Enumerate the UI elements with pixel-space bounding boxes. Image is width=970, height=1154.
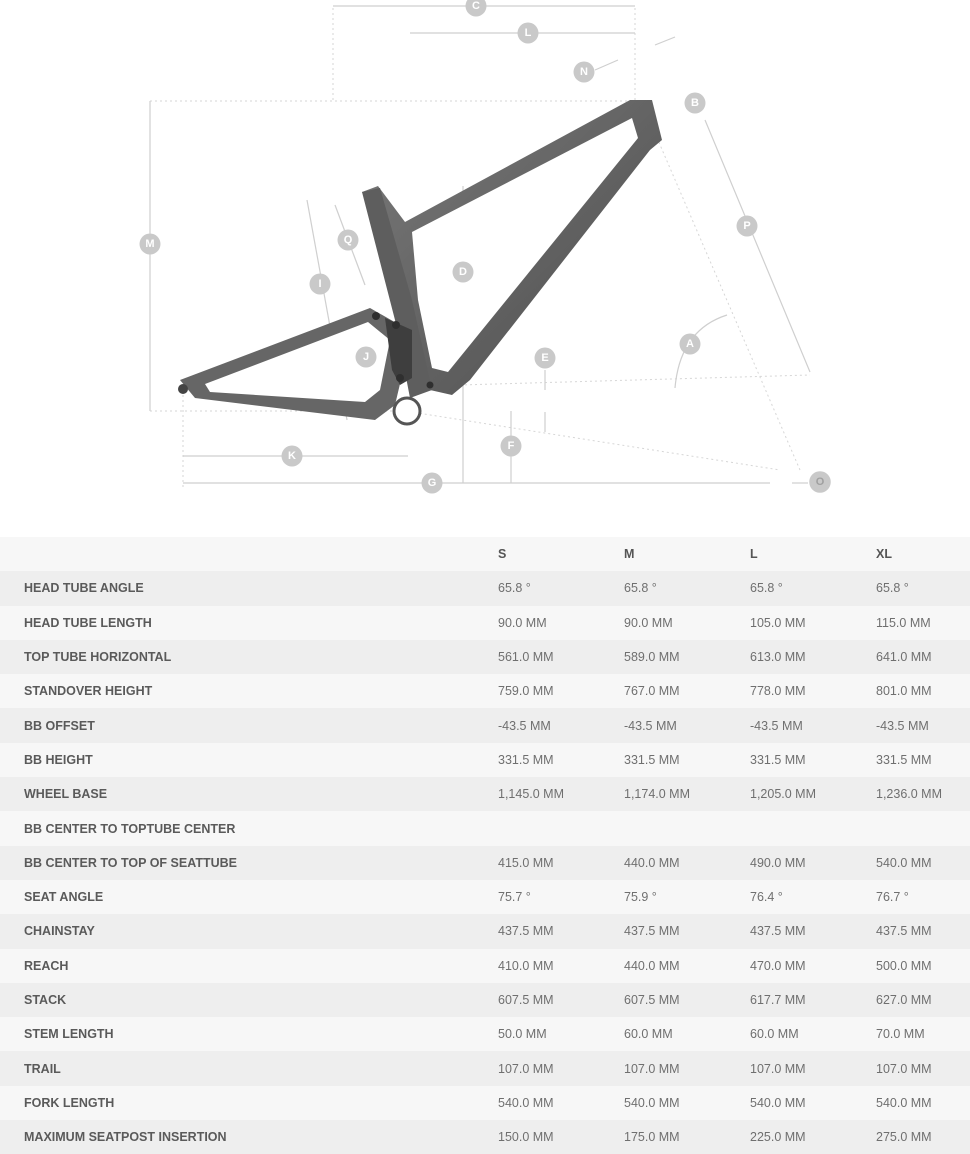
cell-xl: -43.5 MM xyxy=(876,718,929,733)
badge-f-label xyxy=(501,436,522,457)
cell-m: 331.5 MM xyxy=(624,752,680,767)
cell-s: 65.8 ° xyxy=(498,581,531,596)
cell-l: 490.0 MM xyxy=(750,855,806,870)
cell-s: 107.0 MM xyxy=(498,1061,554,1076)
svg-text:O: O xyxy=(815,476,825,488)
cell-m: 540.0 MM xyxy=(624,1095,680,1110)
cell-xl: 437.5 MM xyxy=(876,924,932,939)
cell-l: 105.0 MM xyxy=(750,615,806,630)
cell-m: -43.5 MM xyxy=(624,718,677,733)
cell-l: 617.7 MM xyxy=(750,993,806,1007)
svg-text:K: K xyxy=(288,450,296,462)
cell-s xyxy=(498,811,624,845)
cell-m: 90.0 MM xyxy=(624,615,673,630)
svg-text:L: L xyxy=(524,27,532,39)
table-row xyxy=(0,811,970,845)
cell-m: 440.0 MM xyxy=(624,958,680,973)
badge-m-label xyxy=(140,234,161,255)
row-label: REACH xyxy=(24,958,69,973)
cell-xl: 641.0 MM xyxy=(876,650,932,665)
svg-text:N: N xyxy=(580,66,588,78)
table-row xyxy=(0,983,970,1017)
table-row xyxy=(0,1120,970,1154)
svg-text:Q: Q xyxy=(343,234,353,246)
cell-m: 1,174.0 MM xyxy=(624,787,691,802)
badge-l-label xyxy=(518,23,539,44)
cell-xl: 801.0 MM xyxy=(876,684,932,699)
badge-i-label xyxy=(310,274,331,295)
cell-l: 470.0 MM xyxy=(750,958,806,973)
table-row xyxy=(0,949,970,983)
cell-l: 778.0 MM xyxy=(750,684,806,699)
badge-o-label xyxy=(811,473,830,492)
badge-k-label xyxy=(282,446,303,467)
header-size-l: L xyxy=(750,547,758,562)
svg-text:B: B xyxy=(691,97,699,109)
cell-m: 437.5 MM xyxy=(624,924,680,939)
badge-j-label xyxy=(356,347,377,368)
cell-xl: 1,236.0 MM xyxy=(876,787,943,802)
row-label: WHEEL BASE xyxy=(24,787,108,802)
bike-frame xyxy=(178,100,662,424)
table-row xyxy=(0,1017,970,1051)
cell-xl: 76.7 ° xyxy=(876,890,909,905)
cell-s: 75.7 ° xyxy=(498,890,531,905)
cell-xl: 275.0 MM xyxy=(876,1130,932,1145)
cell-xl: 70.0 MM xyxy=(876,1027,925,1042)
cell-xl: 107.0 MM xyxy=(876,1061,932,1076)
cell-l: 437.5 MM xyxy=(750,924,806,939)
badge-g-label xyxy=(422,473,443,494)
cell-l: 225.0 MM xyxy=(750,1130,806,1145)
cell-s: 150.0 MM xyxy=(498,1130,554,1145)
row-label: BB HEIGHT xyxy=(24,752,93,767)
badge-d-label xyxy=(453,262,474,283)
cell-l: 331.5 MM xyxy=(750,752,806,767)
cell-m: 107.0 MM xyxy=(624,1061,680,1076)
cell-s: 331.5 MM xyxy=(498,752,554,767)
table-header-row xyxy=(0,537,970,571)
cell-xl xyxy=(876,811,970,845)
cell-m: 440.0 MM xyxy=(624,855,680,870)
header-size-xl: XL xyxy=(876,547,892,562)
cell-s: -43.5 MM xyxy=(498,718,551,733)
cell-m: 589.0 MM xyxy=(624,650,680,665)
cell-m: 65.8 ° xyxy=(624,581,657,596)
row-label: CHAINSTAY xyxy=(24,924,95,939)
cell-m: 607.5 MM xyxy=(624,993,680,1007)
row-label: FORK LENGTH xyxy=(24,1095,115,1110)
cell-xl: 627.0 MM xyxy=(876,993,932,1007)
table-row xyxy=(0,674,970,708)
table-row xyxy=(0,571,970,605)
cell-l: 107.0 MM xyxy=(750,1061,806,1076)
row-label: BB CENTER TO TOPTUBE CENTER xyxy=(24,821,236,836)
row-label: STEM LENGTH xyxy=(24,1027,114,1042)
svg-text:P: P xyxy=(743,220,751,232)
svg-text:F: F xyxy=(507,440,515,452)
cell-l: -43.5 MM xyxy=(750,718,803,733)
header-empty-cell xyxy=(0,537,498,571)
cell-xl: 331.5 MM xyxy=(876,752,932,767)
cell-l: 1,205.0 MM xyxy=(750,787,817,802)
cell-l: 613.0 MM xyxy=(750,650,806,665)
header-size-m: M xyxy=(624,547,635,562)
cell-m: 75.9 ° xyxy=(624,890,657,905)
cell-s: 437.5 MM xyxy=(498,924,554,939)
cell-s: 1,145.0 MM xyxy=(498,787,565,802)
svg-text:C: C xyxy=(472,0,480,12)
cell-l: 60.0 MM xyxy=(750,1027,799,1042)
header-size-s: S xyxy=(498,547,507,562)
table-row xyxy=(0,880,970,914)
svg-text:J: J xyxy=(362,351,370,363)
table-row xyxy=(0,1051,970,1085)
geometry-table xyxy=(0,537,970,1154)
frame-geometry-diagram xyxy=(0,0,970,530)
cell-xl: 540.0 MM xyxy=(876,1095,932,1110)
svg-text:A: A xyxy=(686,338,694,350)
cell-l: 65.8 ° xyxy=(750,581,783,596)
cell-s: 410.0 MM xyxy=(498,958,554,973)
cell-s: 607.5 MM xyxy=(498,993,554,1007)
cell-xl: 500.0 MM xyxy=(876,958,932,973)
table-row xyxy=(0,846,970,880)
cell-s: 759.0 MM xyxy=(498,684,554,699)
cell-s: 540.0 MM xyxy=(498,1095,554,1110)
cell-l: 76.4 ° xyxy=(750,890,783,905)
cell-l xyxy=(750,811,876,845)
svg-text:E: E xyxy=(541,352,549,364)
table-row xyxy=(0,1086,970,1120)
cell-m: 175.0 MM xyxy=(624,1130,680,1145)
badge-b-label xyxy=(685,93,706,114)
cell-s: 50.0 MM xyxy=(498,1027,547,1042)
row-label: BB CENTER TO TOP OF SEATTUBE xyxy=(24,855,237,870)
table-row xyxy=(0,606,970,640)
table-row xyxy=(0,777,970,811)
cell-s: 90.0 MM xyxy=(498,615,547,630)
row-label: TRAIL xyxy=(24,1061,61,1076)
badge-a-label xyxy=(680,334,701,355)
row-label: STACK xyxy=(24,993,67,1007)
svg-text:M: M xyxy=(145,238,155,250)
cell-xl: 65.8 ° xyxy=(876,581,909,596)
row-label: STANDOVER HEIGHT xyxy=(24,684,153,699)
svg-text:I: I xyxy=(318,278,322,290)
row-label: SEAT ANGLE xyxy=(24,890,104,905)
row-label: HEAD TUBE LENGTH xyxy=(24,615,152,630)
cell-xl: 115.0 MM xyxy=(876,615,931,630)
svg-text:D: D xyxy=(459,266,467,278)
badge-p-label xyxy=(737,216,758,237)
cell-xl: 540.0 MM xyxy=(876,855,932,870)
badge-c-label xyxy=(466,0,487,17)
row-label: MAXIMUM SEATPOST INSERTION xyxy=(24,1130,227,1145)
table-row xyxy=(0,743,970,777)
cell-m: 767.0 MM xyxy=(624,684,680,699)
cell-s: 415.0 MM xyxy=(498,855,554,870)
badge-q-label xyxy=(338,230,359,251)
table-row xyxy=(0,640,970,674)
row-label: TOP TUBE HORIZONTAL xyxy=(24,650,172,665)
badge-e-label xyxy=(535,348,556,369)
svg-text:G: G xyxy=(427,477,437,489)
row-label: BB OFFSET xyxy=(24,718,95,733)
cell-l: 540.0 MM xyxy=(750,1095,806,1110)
cell-s: 561.0 MM xyxy=(498,650,554,665)
cell-m xyxy=(624,811,750,845)
row-label: HEAD TUBE ANGLE xyxy=(24,581,144,596)
table-row xyxy=(0,708,970,742)
cell-m: 60.0 MM xyxy=(624,1027,673,1042)
table-row xyxy=(0,914,970,948)
badge-n-label xyxy=(574,62,595,83)
